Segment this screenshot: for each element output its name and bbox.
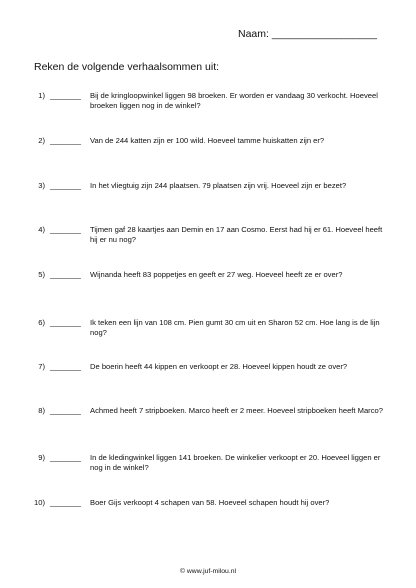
answer-blank: ________ xyxy=(50,498,81,507)
problem-number: 8) xyxy=(38,406,45,415)
problem-number: 10) xyxy=(34,498,45,507)
answer-blank: ________ xyxy=(50,406,81,415)
problem-text: Ik teken een lijn van 108 cm. Pien gumt 30 cm uit en Sharon 52 cm. Hoe lang is de lijn nog? xyxy=(90,318,380,337)
copyright-footer: © www.juf-milou.nl xyxy=(180,568,236,575)
problem-text: In de kledingwinkel liggen 141 broeken. De winkelier verkoopt er 20. Hoeveel liggen er nog in de winkel? xyxy=(90,453,381,472)
answer-blank: ________ xyxy=(50,225,81,234)
problem-number: 5) xyxy=(38,270,45,279)
answer-blank: ________ xyxy=(50,181,81,190)
problem-number: 2) xyxy=(38,136,45,145)
problem-number: 3) xyxy=(38,181,45,190)
worksheet-heading: Reken de volgende verhaalsommen uit: xyxy=(34,61,220,73)
answer-blank: ________ xyxy=(50,318,81,327)
problem-text: Wijnanda heeft 83 poppetjes en geeft er 27 weg. Hoeveel heeft ze er over? xyxy=(90,270,343,279)
problem-text: Tijmen gaf 28 kaartjes aan Demin en 17 aan Cosmo. Eerst had hij er 61. Hoeveel heeft hij er nu nog? xyxy=(90,225,383,244)
problem-text: Boer Gijs verkoopt 4 schapen van 58. Hoeveel schapen houdt hij over? xyxy=(90,498,330,507)
problem-text: In het vliegtuig zijn 244 plaatsen. 79 plaatsen zijn vrij. Hoeveel zijn er bezet? xyxy=(90,181,347,190)
answer-blank: ________ xyxy=(50,362,81,371)
problem-text: Bij de kringloopwinkel liggen 98 broeken. Er worden er vandaag 30 verkocht. Hoeveel broeken liggen nog in de winkel? xyxy=(90,91,378,110)
problem-number: 1) xyxy=(38,91,45,100)
name-field-label: Naam: __________________ xyxy=(238,28,377,40)
problem-text: De boerin heeft 44 kippen en verkoopt er 28. Hoeveel kippen houdt ze over? xyxy=(90,362,348,371)
problem-text: Achmed heeft 7 stripboeken. Marco heeft er 2 meer. Hoeveel stripboeken heeft Marco? xyxy=(90,406,383,415)
answer-blank: ________ xyxy=(50,270,81,279)
problem-text: Van de 244 katten zijn er 100 wild. Hoeveel tamme huiskatten zijn er? xyxy=(90,136,325,145)
answer-blank: ________ xyxy=(50,91,81,100)
problem-number: 6) xyxy=(38,318,45,327)
answer-blank: ________ xyxy=(50,136,81,145)
answer-blank: ________ xyxy=(50,453,81,462)
problem-number: 9) xyxy=(38,453,45,462)
problem-number: 4) xyxy=(38,225,45,234)
problem-number: 7) xyxy=(38,362,45,371)
